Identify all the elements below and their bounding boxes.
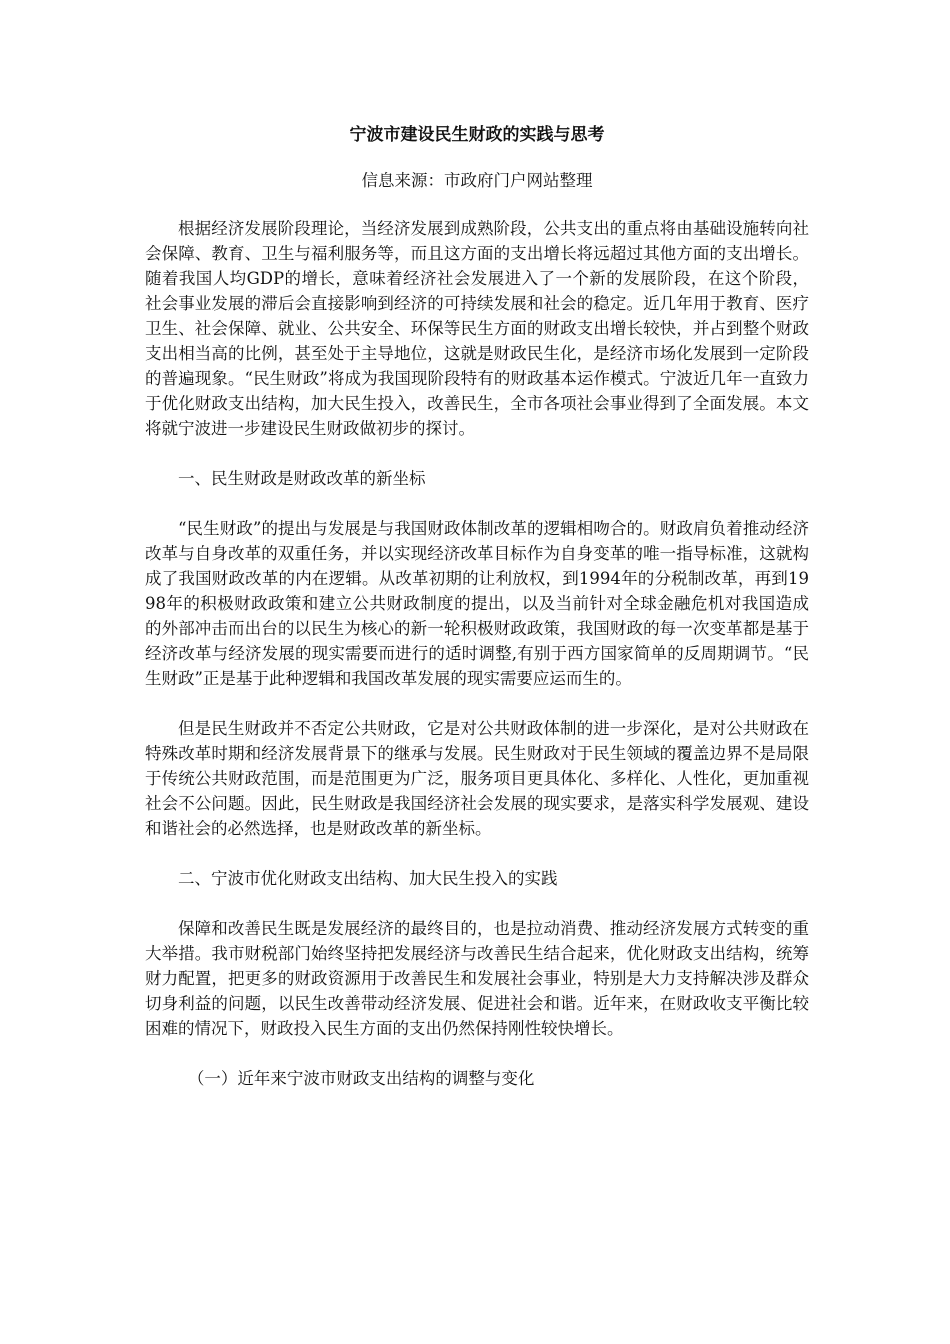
section-1-heading: 一、民生财政是财政改革的新坐标 xyxy=(178,469,426,488)
section-2-subheading: （一）近年来宁波市财政支出结构的调整与变化 xyxy=(187,1069,535,1088)
section-2-paragraph-1: 保障和改善民生既是发展经济的最终目的，也是拉动消费、推动经济发展方式转变的重大举措。我市财税部门始终坚持把发展经济与改善民生结合起来，优化财政支出结构，统筹财力配置，把更多的财政资源用于改善民生和发展社会事业，特别是大力支持解决涉及群众切身利益的问题，以民生改善带动经济发展、促进社会和谐。近年来，在财政收支平衡比较困难的情况下，财政投入民生方面的支出仍然保持刚性较快增长。 xyxy=(145,919,809,1038)
document-title: 宁波市建设民生财政的实践与思考 xyxy=(349,125,605,145)
document-source: 信息来源：市政府门户网站整理 xyxy=(361,171,593,190)
section-1-paragraph-2: 但是民生财政并不否定公共财政，它是对公共财政体制的进一步深化，是对公共财政在特殊改革时期和经济发展背景下的继承与发展。民生财政对于民生领域的覆盖边界不是局限于传统公共财政范围，而是范围更为广泛，服务项目更具体化、多样化、人性化，更加重视社会不公问题。因此，民生财政是我国经济社会发展的现实要求，是落实科学发展观、建设和谐社会的必然选择，也是财政改革的新坐标。 xyxy=(145,719,809,838)
section-2-heading: 二、宁波市优化财政支出结构、加大民生投入的实践 xyxy=(178,869,558,888)
document-page xyxy=(145,122,809,1116)
intro-paragraph: 根据经济发展阶段理论，当经济发展到成熟阶段，公共支出的重点将由基础设施转向社会保障、教育、卫生与福利服务等，而且这方面的支出增长将远超过其他方面的支出增长。随着我国人均GDP的增长，意味着经济社会发展进入了一个新的发展阶段，在这个阶段，社会事业发展的滞后会直接影响到经济的可持续发展和社会的稳定。近几年用于教育、医疗卫生、社会保障、就业、公共安全、环保等民生方面的财政支出增长较快，并占到整个财政支出相当高的比例，甚至处于主导地位，这就是财政民生化，是经济市场化发展到一定阶段的普遍现象。“民生财政”将成为我国现阶段特有的财政基本运作模式。宁波近几年一直致力于优化财政支出结构，加大民生投入，改善民生，全市各项社会事业得到了全面发展。本文将就宁波进一步建设民生财政做初步的探讨。 xyxy=(145,219,809,438)
section-1-paragraph-1: “民生财政”的提出与发展是与我国财政体制改革的逻辑相吻合的。财政肩负着推动经济改革与自身改革的双重任务，并以实现经济改革目标作为自身变革的唯一指导标准，这就构成了我国财政改革的内在逻辑。从改革初期的让利放权，到1994年的分税制改革，再到1998年的积极财政政策和建立公共财政制度的提出，以及当前针对全球金融危机对我国造成的外部冲击而出台的以民生为核心的新一轮积极财政政策，我国财政的每一次变革都是基于经济改革与经济发展的现实需要而进行的适时调整,有别于西方国家简单的反周期调节。“民生财政”正是基于此种逻辑和我国改革发展的现实需要应运而生的。 xyxy=(145,519,809,688)
